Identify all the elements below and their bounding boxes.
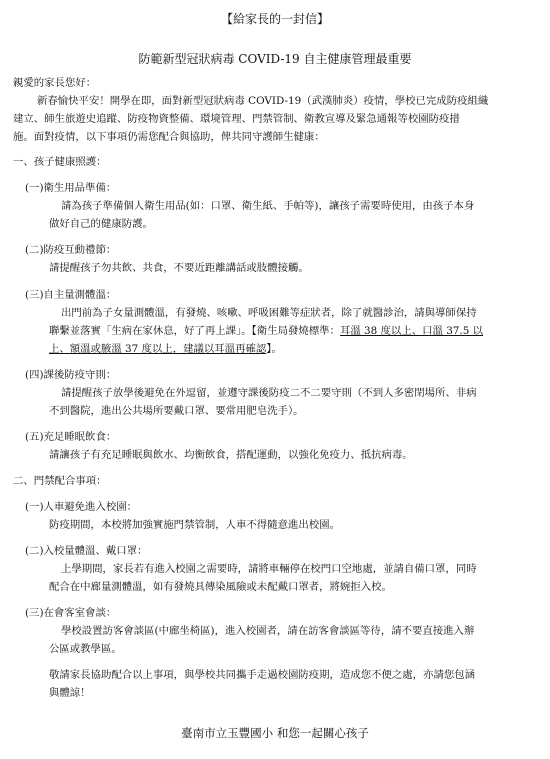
- s1-item-2-heading: (二)防疫互動禮節：: [25, 244, 117, 256]
- s1-item-3-line-1: 出門前為子女量測體溫，有發燒、咳嗽、呼吸困難等症狀者，除了就醫診治，請與導師保持: [61, 307, 477, 319]
- s2-item-2-line-2: 配合在中廊量測體溫，如有發燒具傳染風險或未配戴口罩者，將婉拒入校。: [49, 581, 392, 593]
- s2-item-3-line-2: 公區或教學區。: [49, 643, 122, 655]
- s2-item-1-line-1: 防疫期間，本校將加強實施門禁管制，人車不得隨意進出校園。: [49, 519, 340, 531]
- s1-item-3-line-2: [49, 323, 483, 339]
- s1-item-4-line-1: 請提醒孩子放學後避免在外逗留，並遵守課後防疫二不二要守則（不到人多密閉場所、非病: [61, 387, 477, 399]
- intro-line-2: 建立、師生旅遊史追蹤、防疫物資整備、環境管理、門禁管制、衛教宣導及緊急通報等校園防疫措: [13, 113, 460, 125]
- s2-item-2-line-1: 上學期間，家長若有進入校園之需要時，請將車輛停在校門口空地處，並請自備口罩，同時: [61, 563, 477, 575]
- fever-standard-1: 耳溫 38 度以上、口溫 37.5 以: [339, 325, 484, 337]
- closing-line-2: 與體諒！: [49, 687, 91, 699]
- s1-item-1-line-2: 做好自己的健康防護。: [49, 218, 153, 230]
- fever-standard-2: 上、額溫或腋溫 37 度以上，建議以耳溫再確認: [49, 343, 267, 355]
- section-1-title: 一、孩子健康照護：: [13, 156, 107, 168]
- section-2-title: 二、門禁配合事項：: [13, 475, 107, 487]
- s2-item-1-heading: (一)人車避免進入校園：: [25, 501, 138, 513]
- letter-header: 【給家長的一封信】: [220, 12, 329, 26]
- fever-standard-end: 】。: [266, 343, 282, 355]
- signature: 臺南市立玉豐國小 和您一起關心孩子: [181, 726, 369, 740]
- s1-item-3-line-2-text: 聯繫並落實「生病在家休息，好了再上課」。【衛生局發燒標準：: [49, 325, 340, 337]
- s1-item-5-heading: (五)充足睡眠飲食：: [25, 431, 117, 443]
- intro-line-3: 施。面對疫情，以下事項仍需您配合與協助，俾共同守護師生健康：: [13, 131, 325, 143]
- s1-item-1-line-1: 請為孩子準備個人衛生用品(如：口罩、衛生紙、手帕等)，讓孩子需要時使用，由孩子本身: [61, 200, 475, 212]
- s1-item-2-line-1: 請提醒孩子勿共飲、共食，不要近距離講話或肢體接觸。: [49, 262, 309, 274]
- s2-item-3-heading: (三)在會客室會談：: [25, 607, 117, 619]
- closing-line-1: 敬請家長協助配合以上事項，與學校共同攜手走過校園防疫期，造成您不便之處，亦請您包涵: [49, 669, 476, 681]
- s1-item-4-heading: (四)課後防疫守則：: [25, 369, 117, 381]
- s1-item-5-line-1: 請讓孩子有充足睡眠與飲水、均衡飲食，搭配運動，以強化免疫力、抵抗病毒。: [49, 449, 413, 461]
- s1-item-4-line-2: 不到醫院，進出公共場所要戴口罩、要常用肥皂洗手）。: [49, 405, 304, 417]
- s1-item-3-line-3: [49, 341, 282, 357]
- intro-line-1: 新春愉快平安！開學在即，面對新型冠狀病毒 COVID-19（武漢肺炎）疫情，學校已完成防疫組織: [37, 95, 489, 107]
- s2-item-2-heading: (二)入校量體溫、戴口罩：: [25, 545, 148, 557]
- s1-item-3-heading: (三)自主量測體溫：: [25, 289, 117, 301]
- s2-item-3-line-1: 學校設置訪客會談區(中廊坐椅區)，進入校園者，請在訪客會談區等待，請不要直接進入辦: [61, 625, 475, 637]
- s1-item-1-heading: (一)衛生用品準備：: [25, 182, 117, 194]
- greeting: 親愛的家長您好：: [13, 77, 97, 89]
- letter-title: 防範新型冠狀病毒 COVID-19 自主健康管理最重要: [138, 52, 412, 66]
